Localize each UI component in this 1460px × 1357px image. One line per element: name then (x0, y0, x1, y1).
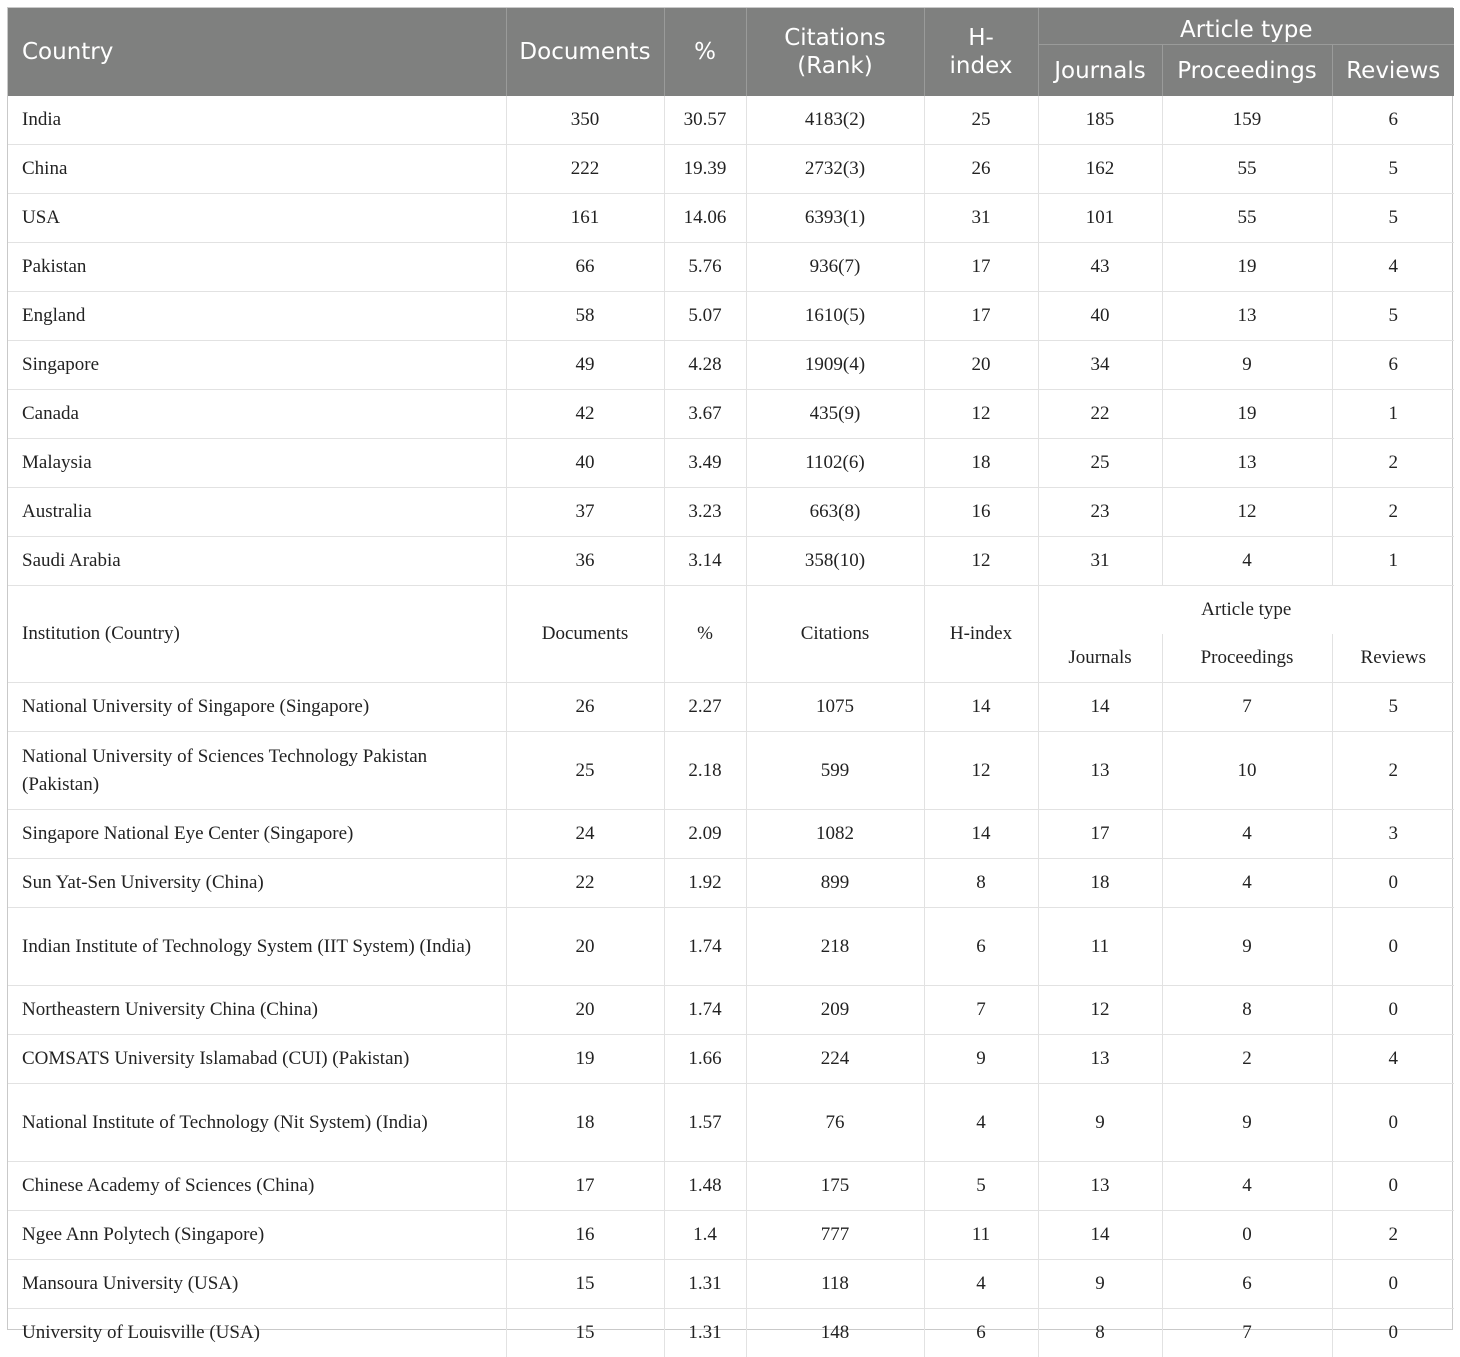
cell-citations: 899 (746, 859, 924, 908)
country-row (8, 243, 1454, 292)
cell-journals: 40 (1038, 292, 1162, 341)
cell-journals: 14 (1038, 1211, 1162, 1260)
cell-reviews: 2 (1332, 1211, 1454, 1260)
inst-col-header-hindex: H-index (924, 586, 1038, 683)
cell-percent: 30.57 (664, 96, 746, 145)
cell-journals: 17 (1038, 810, 1162, 859)
institution-row (8, 1211, 1454, 1260)
cell-proceedings: 7 (1162, 683, 1332, 732)
cell-name: Pakistan (8, 243, 506, 292)
cell-journals: 9 (1038, 1260, 1162, 1309)
cell-name: Singapore (8, 341, 506, 390)
institution-row (8, 859, 1454, 908)
cell-hindex: 16 (924, 488, 1038, 537)
cell-percent: 1.92 (664, 859, 746, 908)
cell-hindex: 7 (924, 986, 1038, 1035)
cell-journals: 13 (1038, 1035, 1162, 1084)
cell-reviews: 2 (1332, 732, 1454, 810)
cell-proceedings: 4 (1162, 1162, 1332, 1211)
cell-name: Indian Institute of Technology System (IIT System) (India) (8, 908, 506, 986)
cell-hindex: 18 (924, 439, 1038, 488)
cell-percent: 2.18 (664, 732, 746, 810)
cell-hindex: 14 (924, 810, 1038, 859)
cell-percent: 1.4 (664, 1211, 746, 1260)
cell-citations: 1909(4) (746, 341, 924, 390)
cell-hindex: 17 (924, 292, 1038, 341)
table-body (8, 96, 1454, 1357)
cell-percent: 5.07 (664, 292, 746, 341)
cell-percent: 3.14 (664, 537, 746, 586)
cell-reviews: 0 (1332, 1084, 1454, 1162)
cell-hindex: 6 (924, 908, 1038, 986)
data-table-container (7, 7, 1453, 1330)
cell-journals: 101 (1038, 194, 1162, 243)
col-header-hindex (924, 8, 1038, 96)
cell-percent: 1.57 (664, 1084, 746, 1162)
cell-hindex: 6 (924, 1309, 1038, 1357)
cell-documents: 37 (506, 488, 664, 537)
country-row (8, 488, 1454, 537)
cell-reviews: 3 (1332, 810, 1454, 859)
cell-percent: 1.31 (664, 1260, 746, 1309)
cell-journals: 12 (1038, 986, 1162, 1035)
cell-hindex: 9 (924, 1035, 1038, 1084)
cell-proceedings: 4 (1162, 537, 1332, 586)
cell-journals: 162 (1038, 145, 1162, 194)
cell-documents: 15 (506, 1309, 664, 1357)
col-header-percent: % (664, 8, 746, 96)
cell-documents: 22 (506, 859, 664, 908)
cell-hindex: 25 (924, 96, 1038, 145)
cell-percent: 3.67 (664, 390, 746, 439)
col-header-proceedings: Proceedings (1162, 45, 1332, 97)
cell-reviews: 2 (1332, 439, 1454, 488)
cell-proceedings: 19 (1162, 243, 1332, 292)
col-header-country: Country (8, 8, 506, 96)
cell-name: India (8, 96, 506, 145)
col-header-citations (746, 8, 924, 96)
cell-reviews: 5 (1332, 683, 1454, 732)
institution-row (8, 732, 1454, 810)
cell-journals: 31 (1038, 537, 1162, 586)
country-row (8, 439, 1454, 488)
cell-documents: 17 (506, 1162, 664, 1211)
cell-proceedings: 19 (1162, 390, 1332, 439)
cell-hindex: 12 (924, 537, 1038, 586)
cell-proceedings: 12 (1162, 488, 1332, 537)
institution-row (8, 1035, 1454, 1084)
cell-reviews: 0 (1332, 986, 1454, 1035)
cell-journals: 13 (1038, 1162, 1162, 1211)
cell-journals: 43 (1038, 243, 1162, 292)
cell-documents: 15 (506, 1260, 664, 1309)
cell-citations: 118 (746, 1260, 924, 1309)
cell-name: England (8, 292, 506, 341)
cell-proceedings: 0 (1162, 1211, 1332, 1260)
cell-proceedings: 8 (1162, 986, 1332, 1035)
cell-proceedings: 7 (1162, 1309, 1332, 1357)
cell-citations: 218 (746, 908, 924, 986)
cell-documents: 42 (506, 390, 664, 439)
cell-hindex: 5 (924, 1162, 1038, 1211)
cell-citations: 76 (746, 1084, 924, 1162)
cell-documents: 161 (506, 194, 664, 243)
cell-proceedings: 9 (1162, 1084, 1332, 1162)
col-header-citations-line1: Citations (784, 25, 886, 51)
cell-citations: 1610(5) (746, 292, 924, 341)
cell-hindex: 12 (924, 732, 1038, 810)
cell-reviews: 5 (1332, 145, 1454, 194)
cell-citations: 2732(3) (746, 145, 924, 194)
col-header-citations-line2: (Rank) (797, 53, 872, 79)
cell-name: Ngee Ann Polytech (Singapore) (8, 1211, 506, 1260)
cell-proceedings: 4 (1162, 859, 1332, 908)
cell-journals: 25 (1038, 439, 1162, 488)
inst-col-header-documents: Documents (506, 586, 664, 683)
cell-citations: 4183(2) (746, 96, 924, 145)
cell-journals: 185 (1038, 96, 1162, 145)
cell-name: National Institute of Technology (Nit System) (India) (8, 1084, 506, 1162)
cell-name: COMSATS University Islamabad (CUI) (Pakistan) (8, 1035, 506, 1084)
cell-journals: 18 (1038, 859, 1162, 908)
cell-percent: 3.23 (664, 488, 746, 537)
cell-documents: 16 (506, 1211, 664, 1260)
institution-row (8, 683, 1454, 732)
cell-citations: 777 (746, 1211, 924, 1260)
cell-hindex: 4 (924, 1260, 1038, 1309)
cell-percent: 1.66 (664, 1035, 746, 1084)
cell-citations: 175 (746, 1162, 924, 1211)
country-institution-table (8, 8, 1454, 1357)
cell-hindex: 26 (924, 145, 1038, 194)
col-header-journals: Journals (1038, 45, 1162, 97)
institution-row (8, 1084, 1454, 1162)
cell-hindex: 12 (924, 390, 1038, 439)
cell-proceedings: 6 (1162, 1260, 1332, 1309)
cell-name: Malaysia (8, 439, 506, 488)
cell-citations: 1082 (746, 810, 924, 859)
cell-citations: 936(7) (746, 243, 924, 292)
cell-journals: 34 (1038, 341, 1162, 390)
cell-reviews: 6 (1332, 341, 1454, 390)
cell-hindex: 17 (924, 243, 1038, 292)
institution-header-row (8, 586, 1454, 635)
cell-proceedings: 55 (1162, 145, 1332, 194)
cell-reviews: 1 (1332, 390, 1454, 439)
cell-proceedings: 55 (1162, 194, 1332, 243)
cell-citations: 209 (746, 986, 924, 1035)
inst-col-header-institution: Institution (Country) (8, 586, 506, 683)
cell-percent: 1.48 (664, 1162, 746, 1211)
institution-row (8, 810, 1454, 859)
cell-documents: 19 (506, 1035, 664, 1084)
cell-documents: 20 (506, 908, 664, 986)
col-header-article-type: Article type (1038, 8, 1454, 45)
cell-citations: 6393(1) (746, 194, 924, 243)
cell-reviews: 0 (1332, 908, 1454, 986)
cell-journals: 13 (1038, 732, 1162, 810)
cell-hindex: 31 (924, 194, 1038, 243)
inst-col-header-article-type: Article type (1038, 586, 1454, 635)
inst-col-header-percent: % (664, 586, 746, 683)
cell-documents: 66 (506, 243, 664, 292)
col-header-documents: Documents (506, 8, 664, 96)
cell-name: China (8, 145, 506, 194)
cell-name: Canada (8, 390, 506, 439)
cell-citations: 358(10) (746, 537, 924, 586)
country-row (8, 145, 1454, 194)
cell-proceedings: 2 (1162, 1035, 1332, 1084)
cell-documents: 18 (506, 1084, 664, 1162)
inst-col-header-proceedings: Proceedings (1162, 634, 1332, 683)
cell-proceedings: 9 (1162, 908, 1332, 986)
cell-proceedings: 13 (1162, 292, 1332, 341)
cell-hindex: 14 (924, 683, 1038, 732)
cell-reviews: 0 (1332, 1309, 1454, 1357)
cell-documents: 350 (506, 96, 664, 145)
cell-documents: 40 (506, 439, 664, 488)
cell-percent: 2.09 (664, 810, 746, 859)
cell-percent: 2.27 (664, 683, 746, 732)
cell-documents: 24 (506, 810, 664, 859)
cell-documents: 49 (506, 341, 664, 390)
cell-name: National University of Singapore (Singapore) (8, 683, 506, 732)
col-header-hindex-line2: index (950, 53, 1013, 79)
cell-reviews: 0 (1332, 1260, 1454, 1309)
cell-name: Singapore National Eye Center (Singapore) (8, 810, 506, 859)
institution-row (8, 1309, 1454, 1357)
cell-journals: 14 (1038, 683, 1162, 732)
inst-col-header-citations: Citations (746, 586, 924, 683)
cell-reviews: 0 (1332, 859, 1454, 908)
cell-proceedings: 159 (1162, 96, 1332, 145)
cell-documents: 36 (506, 537, 664, 586)
cell-proceedings: 9 (1162, 341, 1332, 390)
cell-citations: 1102(6) (746, 439, 924, 488)
cell-proceedings: 10 (1162, 732, 1332, 810)
cell-citations: 435(9) (746, 390, 924, 439)
cell-percent: 5.76 (664, 243, 746, 292)
cell-percent: 14.06 (664, 194, 746, 243)
country-row (8, 292, 1454, 341)
cell-proceedings: 4 (1162, 810, 1332, 859)
cell-name: National University of Sciences Technology Pakistan (Pakistan) (8, 732, 506, 810)
cell-proceedings: 13 (1162, 439, 1332, 488)
cell-percent: 19.39 (664, 145, 746, 194)
cell-journals: 9 (1038, 1084, 1162, 1162)
col-header-reviews: Reviews (1332, 45, 1454, 97)
cell-percent: 1.31 (664, 1309, 746, 1357)
inst-col-header-journals: Journals (1038, 634, 1162, 683)
cell-reviews: 1 (1332, 537, 1454, 586)
cell-documents: 222 (506, 145, 664, 194)
country-row (8, 341, 1454, 390)
cell-journals: 11 (1038, 908, 1162, 986)
institution-row (8, 986, 1454, 1035)
country-row (8, 390, 1454, 439)
cell-percent: 3.49 (664, 439, 746, 488)
cell-documents: 58 (506, 292, 664, 341)
cell-percent: 4.28 (664, 341, 746, 390)
cell-reviews: 0 (1332, 1162, 1454, 1211)
cell-citations: 663(8) (746, 488, 924, 537)
cell-reviews: 4 (1332, 243, 1454, 292)
country-row (8, 96, 1454, 145)
cell-hindex: 20 (924, 341, 1038, 390)
cell-name: Chinese Academy of Sciences (China) (8, 1162, 506, 1211)
cell-hindex: 4 (924, 1084, 1038, 1162)
cell-hindex: 11 (924, 1211, 1038, 1260)
cell-name: Sun Yat-Sen University (China) (8, 859, 506, 908)
cell-citations: 224 (746, 1035, 924, 1084)
table-header (8, 8, 1454, 96)
cell-name: Saudi Arabia (8, 537, 506, 586)
cell-name: University of Louisville (USA) (8, 1309, 506, 1357)
cell-journals: 8 (1038, 1309, 1162, 1357)
cell-hindex: 8 (924, 859, 1038, 908)
cell-journals: 22 (1038, 390, 1162, 439)
cell-reviews: 2 (1332, 488, 1454, 537)
cell-name: Northeastern University China (China) (8, 986, 506, 1035)
cell-citations: 599 (746, 732, 924, 810)
institution-row (8, 1162, 1454, 1211)
cell-reviews: 6 (1332, 96, 1454, 145)
institution-row (8, 1260, 1454, 1309)
cell-documents: 25 (506, 732, 664, 810)
cell-percent: 1.74 (664, 908, 746, 986)
inst-col-header-reviews: Reviews (1332, 634, 1454, 683)
cell-reviews: 5 (1332, 292, 1454, 341)
cell-name: Australia (8, 488, 506, 537)
cell-reviews: 4 (1332, 1035, 1454, 1084)
cell-percent: 1.74 (664, 986, 746, 1035)
country-row (8, 537, 1454, 586)
institution-row (8, 908, 1454, 986)
cell-citations: 148 (746, 1309, 924, 1357)
cell-journals: 23 (1038, 488, 1162, 537)
cell-documents: 26 (506, 683, 664, 732)
cell-reviews: 5 (1332, 194, 1454, 243)
cell-name: Mansoura University (USA) (8, 1260, 506, 1309)
country-row (8, 194, 1454, 243)
cell-name: USA (8, 194, 506, 243)
cell-citations: 1075 (746, 683, 924, 732)
col-header-hindex-line1: H- (968, 25, 994, 51)
cell-documents: 20 (506, 986, 664, 1035)
